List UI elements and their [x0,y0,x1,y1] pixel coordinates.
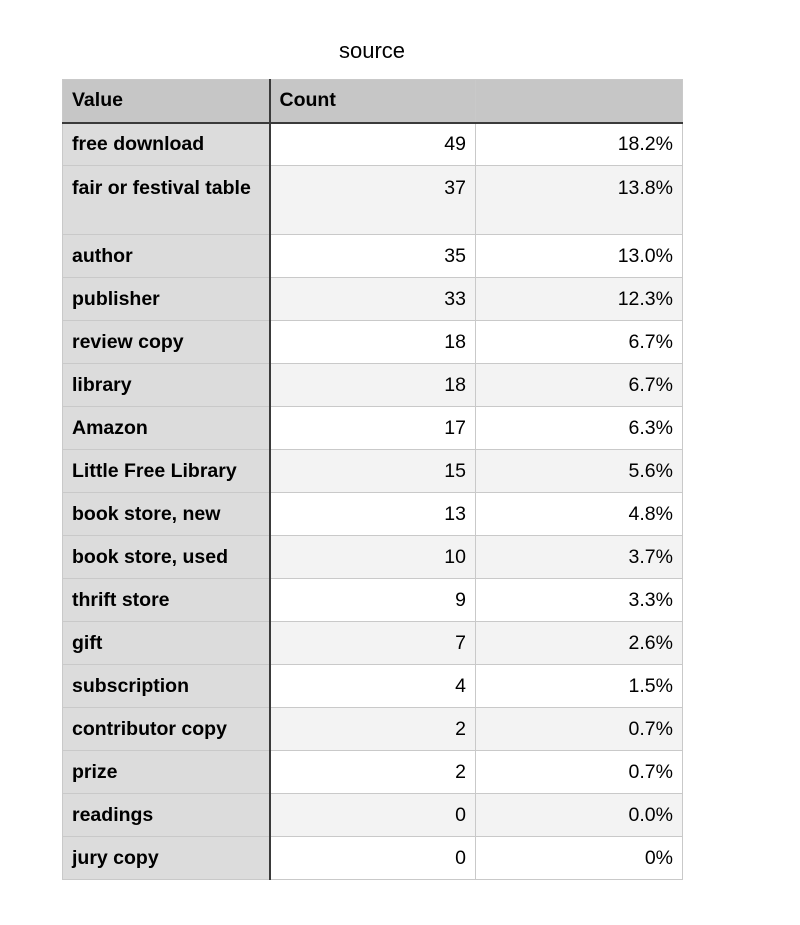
row-value-cell: contributor copy [63,708,270,751]
table-row [63,751,683,794]
table-row [63,407,683,450]
row-percent-cell: 0.7% [476,708,683,751]
table-row [63,321,683,364]
row-count-cell: 17 [270,407,476,450]
row-value-cell: prize [63,751,270,794]
row-value-cell: author [63,235,270,278]
row-value-cell: thrift store [63,579,270,622]
row-count-cell: 33 [270,278,476,321]
table-title: source [338,38,406,63]
row-count-cell: 18 [270,364,476,407]
row-percent-cell: 0.0% [476,794,683,837]
row-count-cell: 0 [270,794,476,837]
row-percent-cell: 0.7% [476,751,683,794]
row-percent-cell: 3.7% [476,536,683,579]
row-count-cell: 7 [270,622,476,665]
row-value-cell: readings [63,794,270,837]
row-percent-cell: 5.6% [476,450,683,493]
column-header-percent [476,80,683,123]
row-percent-cell: 6.3% [476,407,683,450]
row-count-cell: 2 [270,751,476,794]
row-count-cell: 49 [270,123,476,166]
row-value-cell: publisher [63,278,270,321]
table-row [63,708,683,751]
row-count-cell: 18 [270,321,476,364]
row-count-cell: 15 [270,450,476,493]
table-row [63,278,683,321]
row-value-cell: book store, new [63,493,270,536]
row-percent-cell: 13.8% [476,166,683,235]
row-value-cell: free download [63,123,270,166]
row-value-cell: subscription [63,665,270,708]
row-count-cell: 10 [270,536,476,579]
row-value-cell: book store, used [63,536,270,579]
row-value-cell: fair or festival table [63,166,270,235]
row-percent-cell: 18.2% [476,123,683,166]
row-percent-cell: 1.5% [476,665,683,708]
table-row [63,579,683,622]
row-percent-cell: 12.3% [476,278,683,321]
table-row [63,665,683,708]
row-percent-cell: 3.3% [476,579,683,622]
row-count-cell: 4 [270,665,476,708]
row-percent-cell: 6.7% [476,321,683,364]
source-table [62,79,683,880]
table-row [63,536,683,579]
row-value-cell: library [63,364,270,407]
row-percent-cell: 13.0% [476,235,683,278]
row-value-cell: Little Free Library [63,450,270,493]
row-percent-cell: 4.8% [476,493,683,536]
table-row [63,235,683,278]
table-row [63,493,683,536]
row-value-cell: review copy [63,321,270,364]
row-count-cell: 35 [270,235,476,278]
row-value-cell: Amazon [63,407,270,450]
table-row [63,364,683,407]
table-row [63,166,683,235]
table-row [63,123,683,166]
row-count-cell: 37 [270,166,476,235]
column-header-value: Value [63,80,270,123]
row-count-cell: 0 [270,837,476,880]
table-row [63,622,683,665]
table-row [63,837,683,880]
table-body [63,123,683,880]
table-row [63,450,683,493]
row-count-cell: 9 [270,579,476,622]
row-percent-cell: 2.6% [476,622,683,665]
row-count-cell: 13 [270,493,476,536]
row-value-cell: gift [63,622,270,665]
header-row [63,80,683,123]
column-header-count: Count [270,80,476,123]
row-count-cell: 2 [270,708,476,751]
table-row [63,794,683,837]
row-value-cell: jury copy [63,837,270,880]
row-percent-cell: 0% [476,837,683,880]
row-percent-cell: 6.7% [476,364,683,407]
